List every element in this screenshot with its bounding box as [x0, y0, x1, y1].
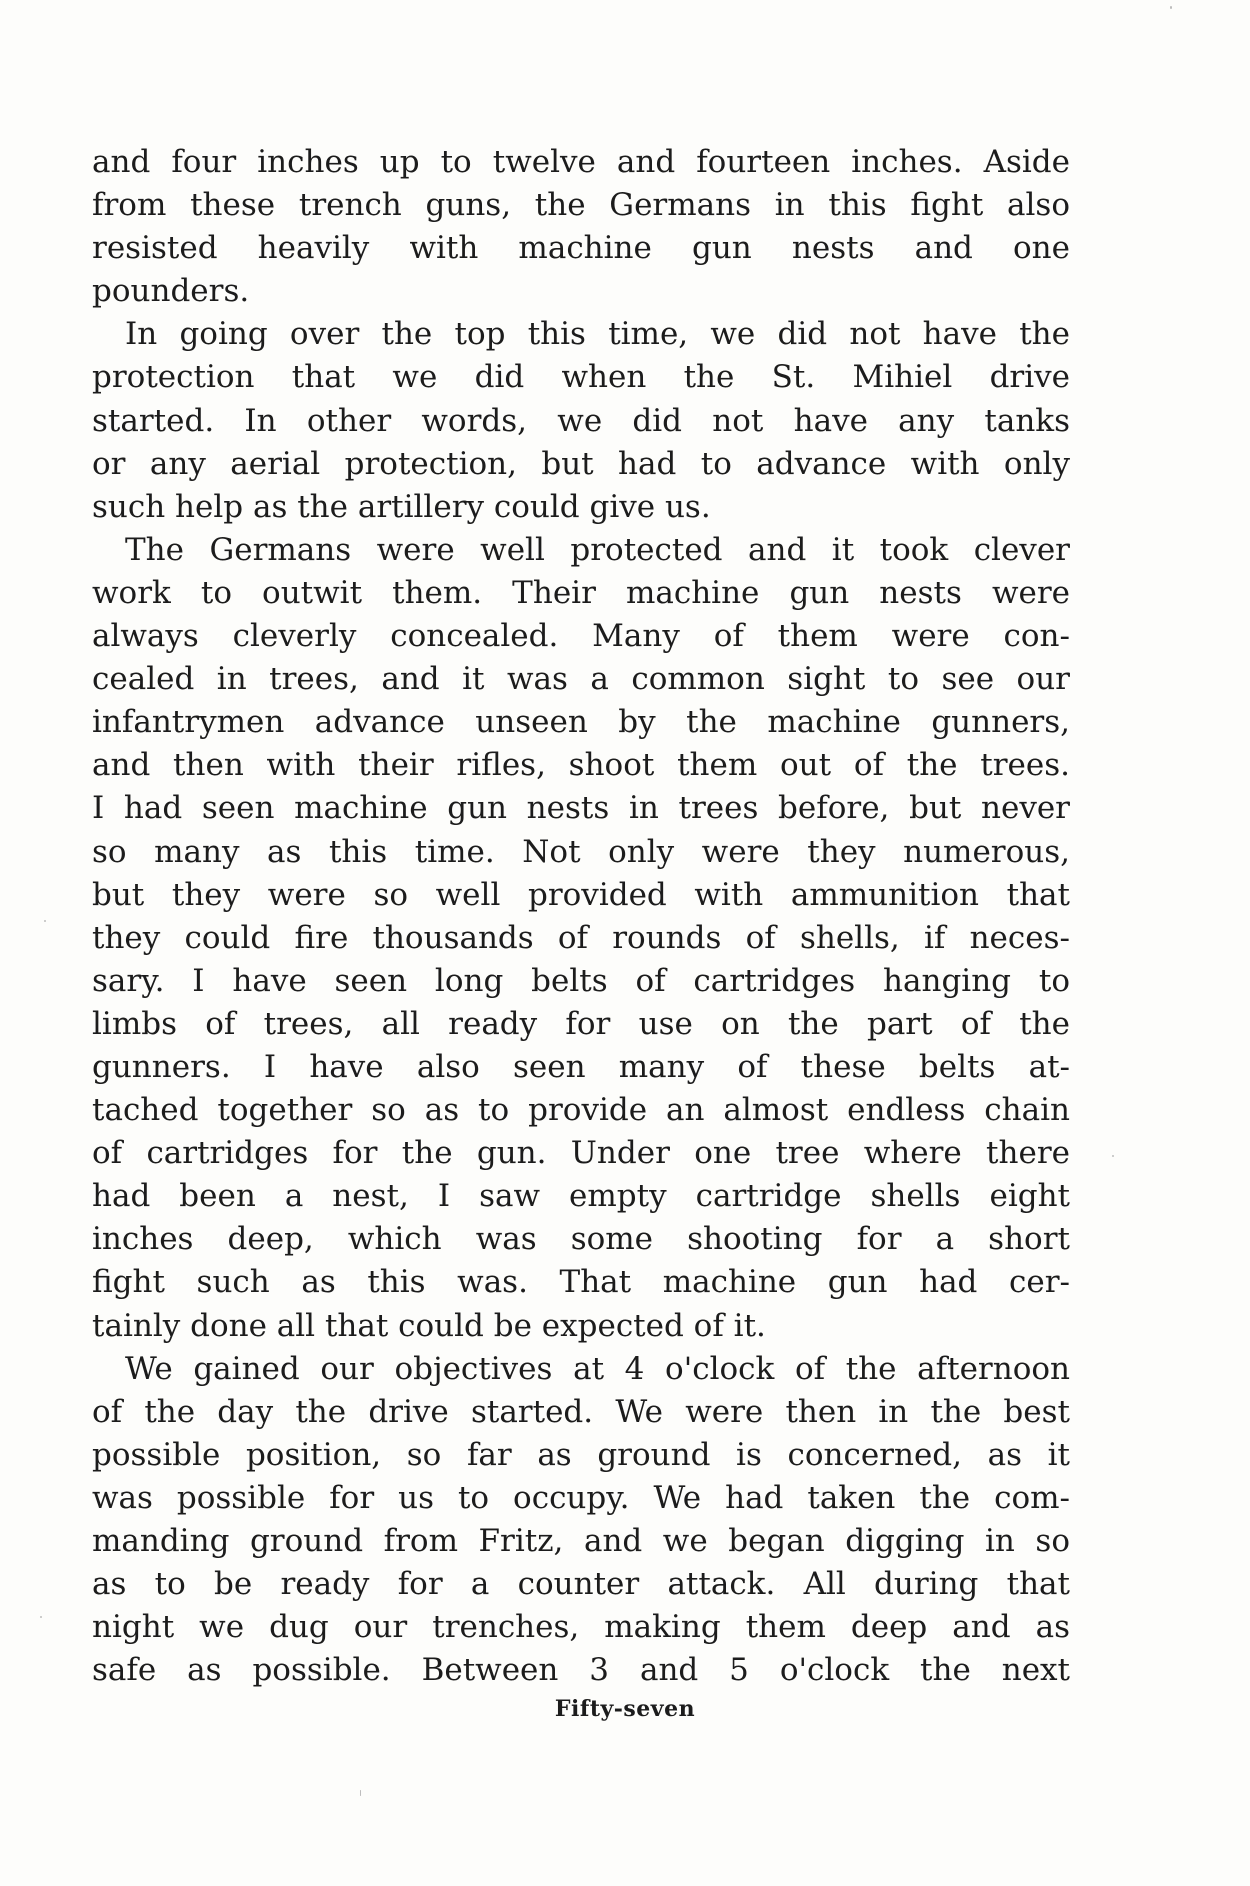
paper-speck	[44, 920, 46, 922]
text-line: infantrymen advance unseen by the machine gunners,	[92, 704, 1070, 741]
text-line: I had seen machine gun nests in trees before, but never	[92, 790, 1070, 827]
text-line: The Germans were well protected and it took clever	[125, 531, 1070, 568]
paragraph	[92, 529, 1070, 1348]
text-line: tached together so as to provide an almost endless chain	[92, 1092, 1070, 1129]
text-line: they could fire thousands of rounds of shells, if neces-	[92, 919, 1070, 956]
text-line: In going over the top this time, we did not have the	[125, 316, 1070, 353]
paper-speck	[360, 1790, 361, 1796]
paragraph	[92, 313, 1070, 528]
text-line: so many as this time. Not only were they numerous,	[92, 833, 1070, 870]
text-line: inches deep, which was some shooting for a short	[92, 1221, 1070, 1258]
paper-speck	[40, 1616, 42, 1618]
text-line: and then with their rifles, shoot them out of the trees.	[92, 747, 1070, 784]
text-line: and four inches up to twelve and fourteen inches. Aside	[92, 144, 1070, 180]
text-line: was possible for us to occupy. We had taken the com-	[92, 1479, 1070, 1516]
text-line: gunners. I have also seen many of these belts at-	[92, 1048, 1070, 1085]
text-line: limbs of trees, all ready for use on the part of the	[92, 1005, 1070, 1042]
text-line: or any aerial protection, but had to advance with only	[92, 445, 1070, 482]
text-line: of cartridges for the gun. Under one tree where there	[92, 1135, 1070, 1172]
text-line: had been a nest, I saw empty cartridge shells eight	[92, 1178, 1070, 1215]
body-text	[92, 141, 1070, 1692]
text-line: such help as the artillery could give us.	[92, 488, 711, 525]
text-line: started. In other words, we did not have any tanks	[92, 402, 1070, 439]
text-line: always cleverly concealed. Many of them were con-	[92, 618, 1070, 655]
paper-speck	[1170, 6, 1172, 9]
text-line: pounders.	[92, 273, 250, 310]
page-number: Fifty-seven	[554, 1696, 696, 1722]
text-line: night we dug our trenches, making them deep and as	[92, 1609, 1070, 1646]
text-line: work to outwit them. Their machine gun nests were	[92, 574, 1070, 611]
text-line: sary. I have seen long belts of cartridges hanging to	[92, 962, 1070, 999]
text-line: protection that we did when the St. Mihiel drive	[92, 359, 1070, 396]
text-line: resisted heavily with machine gun nests and one	[92, 230, 1070, 267]
text-line: fight such as this was. That machine gun had cer-	[92, 1264, 1070, 1301]
paper-speck	[1112, 1155, 1114, 1157]
paragraph	[92, 141, 1070, 313]
text-line: but they were so well provided with ammunition that	[92, 876, 1070, 913]
text-line: from these trench guns, the Germans in this fight also	[92, 187, 1070, 224]
text-line: of the day the drive started. We were then in the best	[92, 1393, 1070, 1430]
text-line: tainly done all that could be expected of it.	[92, 1307, 766, 1344]
text-line: cealed in trees, and it was a common sight to see our	[92, 661, 1070, 698]
text-line: as to be ready for a counter attack. All during that	[92, 1566, 1070, 1603]
text-line: safe as possible. Between 3 and 5 o'clock the next	[92, 1652, 1070, 1689]
paragraph	[92, 1348, 1070, 1693]
text-line: manding ground from Fritz, and we began digging in so	[92, 1523, 1070, 1559]
text-line: We gained our objectives at 4 o'clock of the afternoon	[125, 1350, 1070, 1387]
text-line: possible position, so far as ground is concerned, as it	[92, 1436, 1070, 1473]
